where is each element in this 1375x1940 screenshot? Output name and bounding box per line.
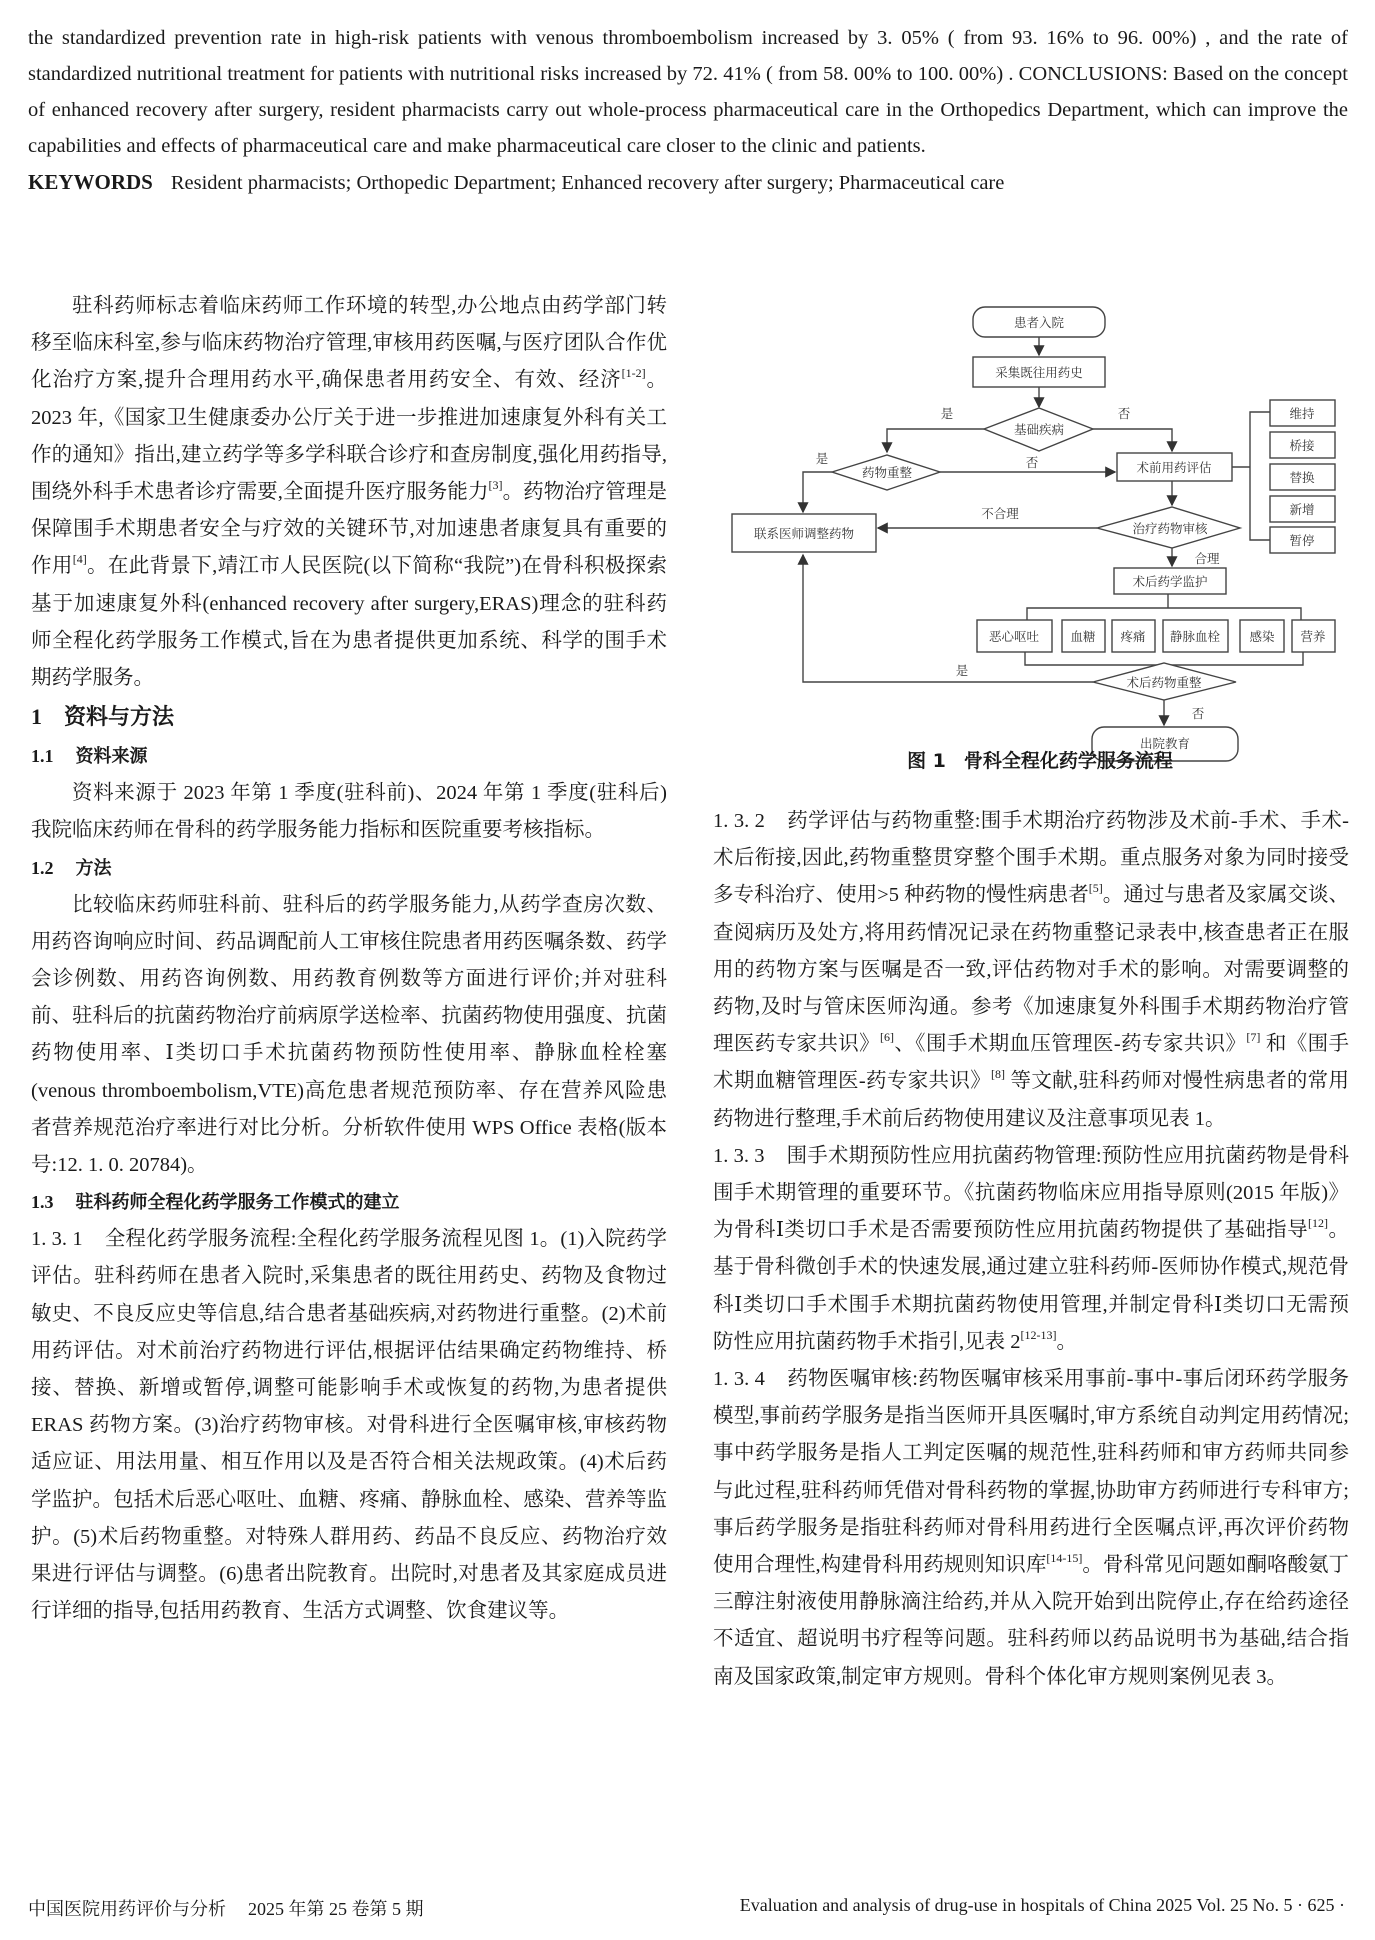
option-replace: 替换 bbox=[1289, 470, 1315, 485]
option-bridge: 桥接 bbox=[1289, 438, 1315, 453]
page-number: · 625 · bbox=[1297, 1895, 1345, 1915]
option-maintain: 维持 bbox=[1289, 406, 1315, 421]
subsection-text: 、《围手术期血压管理医-药专家共识》 bbox=[894, 1033, 1247, 1056]
keywords-label: KEYWORDS bbox=[28, 170, 153, 194]
section-1-3-3-body bbox=[713, 1138, 1349, 1361]
subsection-number: 1. 3. 2 bbox=[713, 810, 765, 832]
citation: [14-15] bbox=[1046, 1551, 1083, 1566]
figure-title: 骨科全程化药学服务流程 bbox=[963, 750, 1173, 772]
subsection-text: 围手术期预防性应用抗菌药物管理:预防性应用抗菌药物是骨科围手术期管理的重要环节。《抗菌药物临床应用指导原则(2015 年版)》为骨科Ⅰ类切口手术是否需要预防性应用抗菌药物提供了基础指导 bbox=[713, 1144, 1350, 1242]
label-no: 否 bbox=[1117, 406, 1131, 421]
decision-reconciliation: 药物重整 bbox=[861, 465, 913, 480]
decision-underlying-disease: 基础疾病 bbox=[1013, 422, 1065, 437]
section-heading-1-2 bbox=[31, 850, 667, 887]
subsection-text: 药学评估与药物重整:围手术期治疗药物涉及术前-手术、手术-术后衔接,因此,药物重整贯穿整个围手术期。重点服务对象为同时接受多专科治疗、使用>5 种药物的慢性病患者 bbox=[713, 810, 1349, 907]
section-title: 方法 bbox=[75, 857, 112, 879]
node-start: 患者入院 bbox=[1013, 315, 1065, 330]
keywords-text: Resident pharmacists; Orthopedic Department; Enhanced recovery after surgery; Pharmaceutical care bbox=[170, 172, 1005, 194]
journal-name-cn: 中国医院用药评价与分析 bbox=[28, 1899, 226, 1919]
citation: [8] bbox=[991, 1067, 1006, 1082]
intro-text: 。2023 年,《国家卫生健康委办公厅关于进一步推进加速康复外科有关工作的通知》指出,建立药学等多学科联合诊疗和查房制度,强化用药指导,围绕外科手术患者诊疗需要,全面提升医疗服务能力 bbox=[31, 369, 668, 504]
journal-name-en: Evaluation and analysis of drug-use in hospitals of China 2025 Vol. 25 No. 5 bbox=[739, 1895, 1293, 1915]
node-collect-history: 采集既往用药史 bbox=[995, 365, 1083, 380]
section-heading-1 bbox=[31, 697, 667, 738]
figure-1-flowchart bbox=[725, 298, 1355, 778]
intro-paragraph bbox=[31, 288, 667, 697]
intro-text: 驻科药师标志着临床药师工作环境的转型,办公地点由药学部门转移至临床科室,参与临床药物治疗管理,审核用药医嘱,与医疗团队合作优化治疗方案,提升合理用药水平,确保患者用药安全、有效、经济 bbox=[31, 295, 667, 392]
figure-number: 图 1 bbox=[907, 750, 946, 772]
label-unreasonable: 不合理 bbox=[981, 506, 1019, 521]
subsection-text: 。基于骨科微创手术的快速发展,通过建立驻科药师-医师协作模式,规范骨科Ⅰ类切口手术围手术期抗菌药物使用管理,并制定骨科Ⅰ类切口无需预防性应用抗菌药物手术指引,见表 2 bbox=[713, 1219, 1349, 1353]
section-1-1-body: 资料来源于 2023 年第 1 季度(驻科前)、2024 年第 1 季度(驻科后)我院临床药师在骨科的药学服务能力指标和医院重要考核指标。 bbox=[31, 782, 667, 842]
node-contact-physician: 联系医师调整药物 bbox=[753, 526, 855, 541]
label-yes: 是 bbox=[815, 451, 829, 466]
option-pause: 暂停 bbox=[1289, 533, 1315, 548]
intro-text: 。药物治疗管理是保障围手术期患者安全与疗效的关键环节,对加速患者康复具有重要的作用 bbox=[31, 481, 667, 578]
journal-issue-cn: 2025 年第 25 卷第 5 期 bbox=[248, 1899, 424, 1919]
citation: [12] bbox=[1308, 1216, 1329, 1231]
monitor-nutrition: 营养 bbox=[1300, 629, 1326, 644]
label-reasonable: 合理 bbox=[1194, 551, 1220, 566]
decision-postop-reconciliation: 术后药物重整 bbox=[1126, 675, 1202, 690]
citation: [3] bbox=[488, 478, 503, 493]
section-1-2-body: 比较临床药师驻科前、驻科后的药学服务能力,从药学查房次数、用药咨询响应时间、药品调配前人工审核住院患者用药医嘱条数、药学会诊例数、用药咨询例数、用药教育例数等方面进行评价;并对驻科前、驻科后的抗菌药物治疗前病原学送检率、抗菌药物使用强度、抗菌药物使用率、Ⅰ类切口手术抗菌药物预防性使用率、静脉血栓栓塞(venous thromboembolism,VTE)高危患者规范预防率、存在营养风险患者营养规范治疗率进行对比分析。分析软件使用 WPS Office 表格(版本号:12. 1. 0. 20784)。 bbox=[31, 893, 667, 1177]
flowchart-svg bbox=[725, 298, 1355, 751]
section-1-3-4-body bbox=[713, 1361, 1349, 1696]
section-1-3-2-body bbox=[713, 803, 1349, 1138]
subsection-text: 药物医嘱审核:药物医嘱审核采用事前-事中-事后闭环药学服务模型,事前药学服务是指当医师开具医嘱时,审方系统自动判定用药情况;事中药学服务是指人工判定医嘱的规范性,驻科药师和审方药师共同参与此过程,驻科药师凭借对骨科药物的掌握,协助审方药师进行专科审方;事后药学服务是指驻科药师对骨科用药进行全医嘱点评,再次评价药物使用合理性,构建骨科用药规则知识库 bbox=[713, 1368, 1349, 1577]
section-number: 1.2 bbox=[31, 857, 54, 878]
english-abstract bbox=[28, 20, 1348, 201]
subsection-text: 等文献,驻科药师对慢性病患者的常用药物进行整理,手术前后药物使用建议及注意事项见表 1。 bbox=[713, 1070, 1350, 1130]
monitor-nausea: 恶心呕吐 bbox=[988, 629, 1040, 644]
node-discharge-education: 出院教育 bbox=[1139, 736, 1191, 751]
section-number: 1.1 bbox=[31, 746, 54, 767]
section-title: 资料与方法 bbox=[64, 705, 175, 731]
node-postop-monitoring: 术后药学监护 bbox=[1132, 574, 1208, 589]
monitor-infection: 感染 bbox=[1249, 629, 1275, 644]
intro-text: 。在此背景下,靖江市人民医院(以下简称“我院”)在骨科积极探索基于加速康复外科(enhanced recovery after surgery,ERAS)理念的驻科药师全程化药学服务工作模式,旨在为患者提供更加系统、科学的围手术期药学服务。 bbox=[31, 555, 668, 690]
citation: [6] bbox=[880, 1030, 895, 1045]
right-column bbox=[713, 803, 1349, 1696]
abstract-text: the standardized prevention rate in high-risk patients with venous thromboembolism increased by 3. 05% ( from 93. 16% to 96. 00%) , and the rate of standardized nutritional treatment for patients with nutritional risks increased by 72. 41% ( from 58. 00% to 100. 00%) . CONCLUSIONS: Based on the concept of enhanced recovery after surgery, resident pharmacists carry out whole-process pharmaceutical care in the Orthopedics Department, which can improve the capabilities and effects of pharmaceutical care and make pharmaceutical care closer to the clinic and patients. bbox=[28, 27, 1348, 157]
section-title: 资料来源 bbox=[75, 746, 148, 768]
monitor-vte: 静脉血栓 bbox=[1169, 629, 1221, 644]
label-no: 否 bbox=[1191, 706, 1205, 721]
citation: [1-2] bbox=[621, 366, 646, 381]
decision-drug-review: 治疗药物审核 bbox=[1132, 521, 1208, 536]
left-column bbox=[31, 288, 667, 1631]
section-heading-1-1 bbox=[31, 738, 667, 775]
subsection-number: 1. 3. 4 bbox=[713, 1368, 765, 1391]
subsection-text: 和《围手术期血糖管理医-药专家共识》 bbox=[713, 1033, 1350, 1093]
citation: [7] bbox=[1246, 1030, 1261, 1045]
subsection-number: 1. 3. 3 bbox=[713, 1144, 765, 1167]
figure-caption bbox=[725, 746, 1355, 773]
subsection-text: 全程化药学服务流程:全程化药学服务流程见图 1。(1)入院药学评估。驻科药师在患者入院时,采集患者的既往用药史、药物及食物过敏史、不良反应史等信息,结合患者基础疾病,对药物进行重整。(2)术前用药评估。对术前治疗药物进行评估,根据评估结果确定药物维持、桥接、替换、新增或暂停,调整可能影响手术或恢复的药物,为患者提供 ERAS 药物方案。(3)治疗药物审核。对骨科进行全医嘱审核,审核药物适应证、用法用量、相互作用以及是否符合相关法规政策。(4)术后药学监护。包括术后恶心呕吐、血糖、疼痛、静脉血栓、感染、营养等监护。(5)术后药物重整。对特殊人群用药、药品不良反应、药物治疗效果进行评估与调整。(6)患者出院教育。出院时,对患者及其家庭成员进行详细的指导,包括用药教育、生活方式调整、饮食建议等。 bbox=[31, 1228, 667, 1623]
citation: [5] bbox=[1088, 881, 1103, 896]
section-heading-1-3 bbox=[31, 1184, 667, 1221]
monitor-glucose: 血糖 bbox=[1070, 629, 1096, 644]
label-yes: 是 bbox=[955, 663, 969, 678]
section-1-3-1-body bbox=[31, 1221, 667, 1630]
subsection-number: 1. 3. 1 bbox=[31, 1228, 83, 1251]
label-no: 否 bbox=[1025, 455, 1039, 470]
footer-journal-cn bbox=[28, 1895, 424, 1921]
footer-journal-en bbox=[740, 1895, 1345, 1916]
subsection-text: 。骨科常见问题如酮咯酸氨丁三醇注射液使用静脉滴注给药,并从入院开始到出院停止,存在给药途径不适宜、超说明书疗程等问题。驻科药师以药品说明书为基础,结合指南及国家政策,制定审方规则。骨科个体化审方规则案例见表 3。 bbox=[713, 1554, 1350, 1688]
section-title: 驻科药师全程化药学服务工作模式的建立 bbox=[75, 1192, 400, 1214]
subsection-text: 。 bbox=[1056, 1330, 1077, 1353]
citation: [4] bbox=[72, 552, 87, 567]
citation: [12-13] bbox=[1020, 1327, 1057, 1342]
section-number: 1 bbox=[31, 704, 42, 730]
keywords bbox=[28, 164, 1348, 201]
label-yes: 是 bbox=[940, 406, 954, 421]
section-number: 1.3 bbox=[31, 1192, 54, 1213]
option-add: 新增 bbox=[1289, 502, 1315, 517]
monitor-pain: 疼痛 bbox=[1120, 629, 1146, 644]
subsection-text: 。通过与患者及家属交谈、查阅病历及处方,将用药情况记录在药物重整记录表中,核查患者正在服用的药物方案与医嘱是否一致,评估药物对手术的影响。对需要调整的药物,及时与管床医师沟通。参考《加速康复外科围手术期药物治疗管理医药专家共识》 bbox=[713, 884, 1350, 1056]
node-preop-assessment: 术前用药评估 bbox=[1136, 460, 1212, 475]
